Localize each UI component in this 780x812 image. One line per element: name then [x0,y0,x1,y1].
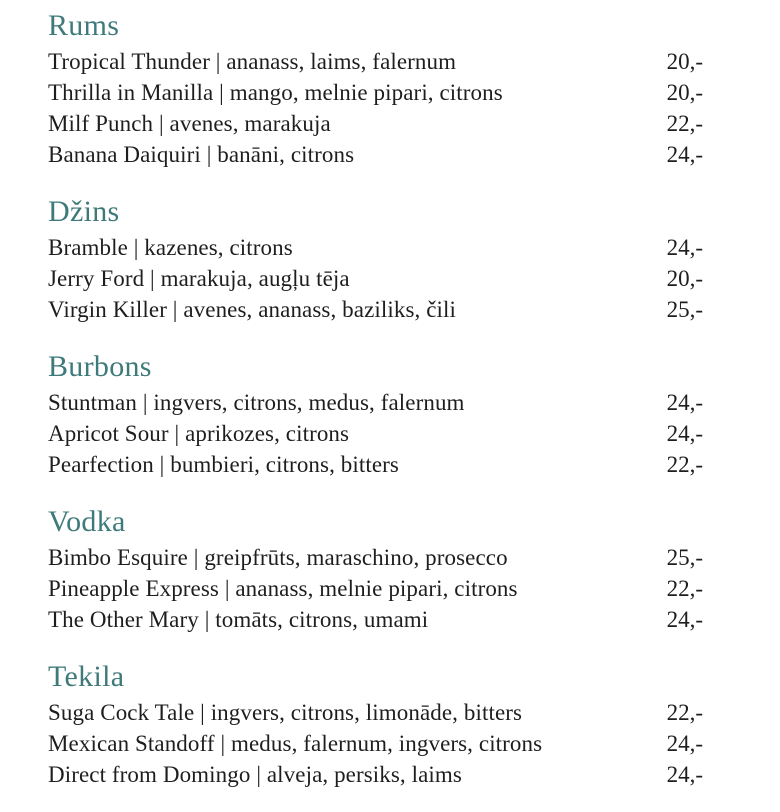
cocktail-menu [48,6,703,812]
menu-item-name: Bimbo Esquire | greipfrūts, maraschino, prosecco [48,545,508,570]
menu-item-name: Thrilla in Manilla | mango, melnie pipari, citrons [48,80,503,105]
menu-item-price: 24,- [666,762,703,787]
menu-item-price: 24,- [666,421,703,446]
menu-section-tekila [48,657,703,790]
section-title: Rums [48,9,120,42]
menu-section-d-ins [48,192,703,325]
menu-item [48,449,703,480]
menu-item-name: Suga Cock Tale | ingvers, citrons, limonāde, bitters [48,700,523,725]
menu-item [48,263,703,294]
menu-item [48,77,703,108]
menu-item-name: Jerry Ford | marakuja, augļu tēja [48,266,350,291]
menu-item-name: Milf Punch | avenes, marakuja [48,111,331,136]
section-title: Tekila [48,660,125,693]
menu-item [48,46,703,77]
menu-item [48,387,703,418]
menu-item-name: Bramble | kazenes, citrons [48,235,293,260]
menu-item-name: Stuntman | ingvers, citrons, medus, falernum [48,390,465,415]
menu-item-price: 24,- [666,607,703,632]
menu-item [48,294,703,325]
menu-item-name: Tropical Thunder | ananass, laims, falernum [48,49,457,74]
menu-item-name: Direct from Domingo | alveja, persiks, laims [48,762,462,787]
menu-item-price: 22,- [666,700,703,725]
menu-item-price: 22,- [666,576,703,601]
menu-item-name: Virgin Killer | avenes, ananass, baziliks, čili [48,297,456,322]
menu-item-price: 24,- [666,731,703,756]
menu-item-price: 20,- [666,266,703,291]
menu-item [48,604,703,635]
menu-section-vodka [48,502,703,635]
section-title: Vodka [48,505,126,538]
menu-item [48,697,703,728]
menu-item-price: 24,- [666,235,703,260]
section-title: Džins [48,195,120,228]
menu-item-price: 25,- [666,545,703,570]
menu-item-price: 20,- [666,80,703,105]
menu-item [48,418,703,449]
menu-item-name: The Other Mary | tomāts, citrons, umami [48,607,429,632]
menu-item-price: 24,- [666,142,703,167]
menu-item [48,108,703,139]
menu-item [48,573,703,604]
menu-item-price: 25,- [666,297,703,322]
section-title: Burbons [48,350,152,383]
menu-item [48,139,703,170]
menu-item-name: Banana Daiquiri | banāni, citrons [48,142,355,167]
menu-item-price: 24,- [666,390,703,415]
menu-item [48,542,703,573]
menu-section-burbons [48,347,703,480]
menu-item-price: 20,- [666,49,703,74]
menu-item-name: Pearfection | bumbieri, citrons, bitters [48,452,399,477]
menu-item-name: Pineapple Express | ananass, melnie pipari, citrons [48,576,518,601]
menu-item [48,728,703,759]
menu-item [48,759,703,790]
menu-item-price: 22,- [666,111,703,136]
menu-item-name: Apricot Sour | aprikozes, citrons [48,421,350,446]
menu-item-price: 22,- [666,452,703,477]
menu-item-name: Mexican Standoff | medus, falernum, ingvers, citrons [48,731,543,756]
menu-section-rums [48,6,703,170]
menu-item [48,232,703,263]
